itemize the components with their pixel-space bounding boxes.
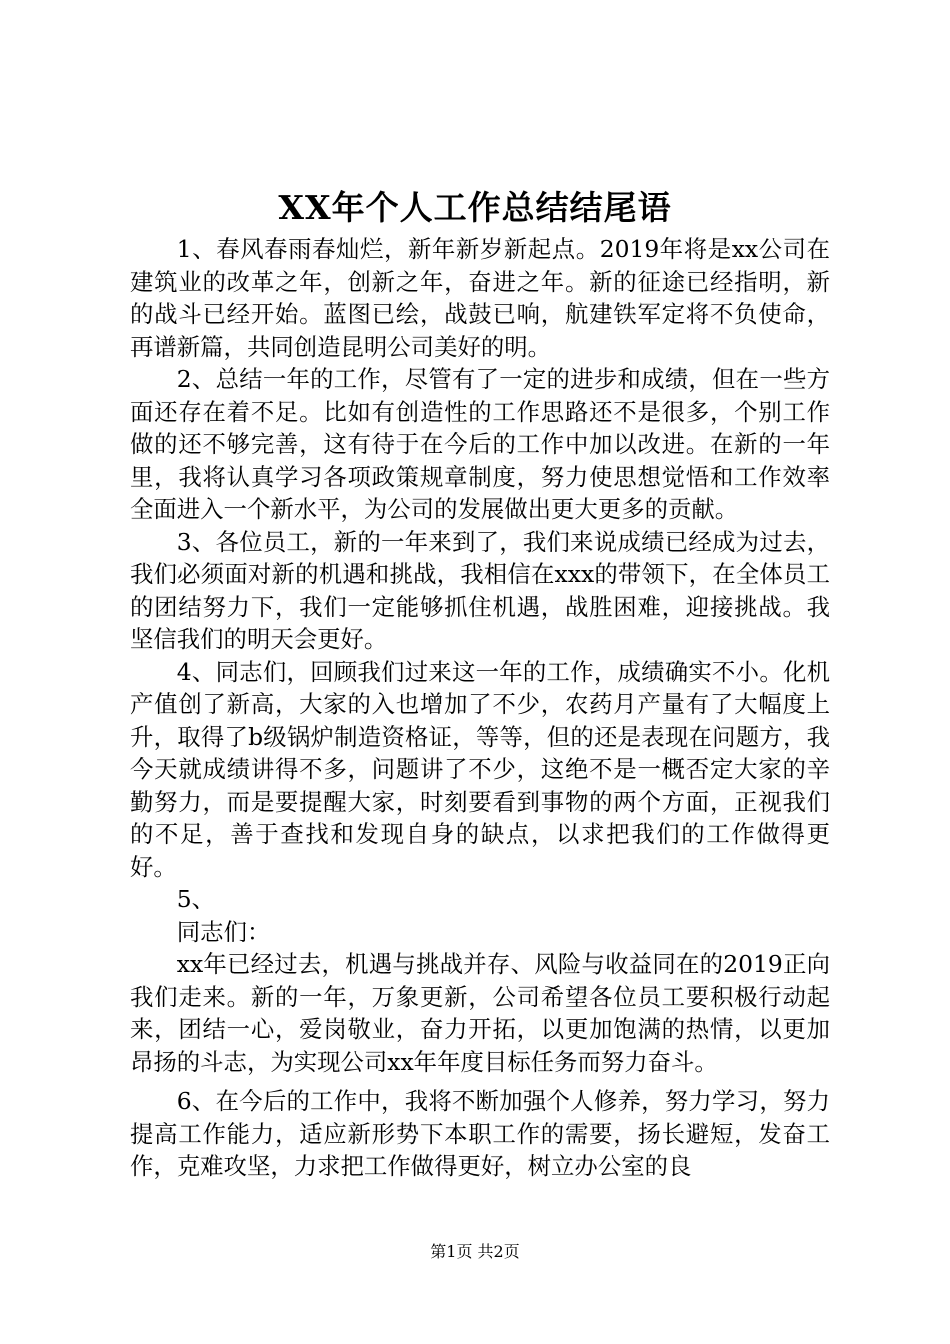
paragraph-3: 3、各位员工，新的一年来到了，我们来说成绩已经成为过去，我们必须面对新的机遇和挑战，我相信在xxx的带领下，在全体员工的团结努力下，我们一定能够抓住机遇，战胜困难，迎接挑战。我坚信我们的明天会更好。 [130, 527, 830, 653]
paragraph-5-number: 5、 [176, 885, 216, 913]
paragraph-2: 2、总结一年的工作，尽管有了一定的进步和成绩，但在一些方面还存在着不足。比如有创造性的工作思路还不是很多，个别工作做的还不够完善，这有待于在今后的工作中加以改进。在新的一年里，我将认真学习各项政策规章制度，努力使思想觉悟和工作效率全面进入一个新水平，为公司的发展做出更大更多的贡献。 [130, 365, 830, 523]
page-footer: 第1页 共2页 [430, 1242, 520, 1261]
paragraph-4: 4、同志们，回顾我们过来这一年的工作，成绩确实不小。化机产值创了新高，大家的入也增加了不少，农药月产量有了大幅度上升，取得了b级锅炉制造资格证，等等，但的还是表现在问题方，我今天就成绩讲得不多，问题讲了不少，这绝不是一概否定大家的辛勤努力，而是要提醒大家，时刻要看到事物的两个方面，正视我们的不足，善于查找和发现自身的缺点，以求把我们的工作做得更好。 [130, 657, 830, 881]
document-body [130, 233, 830, 1183]
paragraph-5-salutation: 同志们： [176, 917, 271, 946]
paragraph-6: 6、在今后的工作中，我将不断加强个人修养，努力学习，努力提高工作能力，适应新形势下本职工作的需要，扬长避短，发奋工作，克难攻坚，力求把工作做得更好，树立办公室的良 [130, 1087, 830, 1180]
paragraph-1: 1、春风春雨春灿烂，新年新岁新起点。2019年将是xx公司在建筑业的改革之年，创新之年，奋进之年。新的征途已经指明，新的战斗已经开始。蓝图已绘，战鼓已响，航建铁军定将不负使命，再谱新篇，共同创造昆明公司美好的明。 [130, 235, 830, 361]
paragraph-5-body: xx年已经过去，机遇与挑战并存、风险与收益同在的2019正向我们走来。新的一年，万象更新，公司希望各位员工要积极行动起来，团结一心，爱岗敬业，奋力开拓，以更加饱满的热情，以更加昂扬的斗志，为实现公司xx年年度目标任务而努力奋斗。 [130, 950, 830, 1076]
document-title: XX年个人工作总结结尾语 [278, 188, 672, 227]
